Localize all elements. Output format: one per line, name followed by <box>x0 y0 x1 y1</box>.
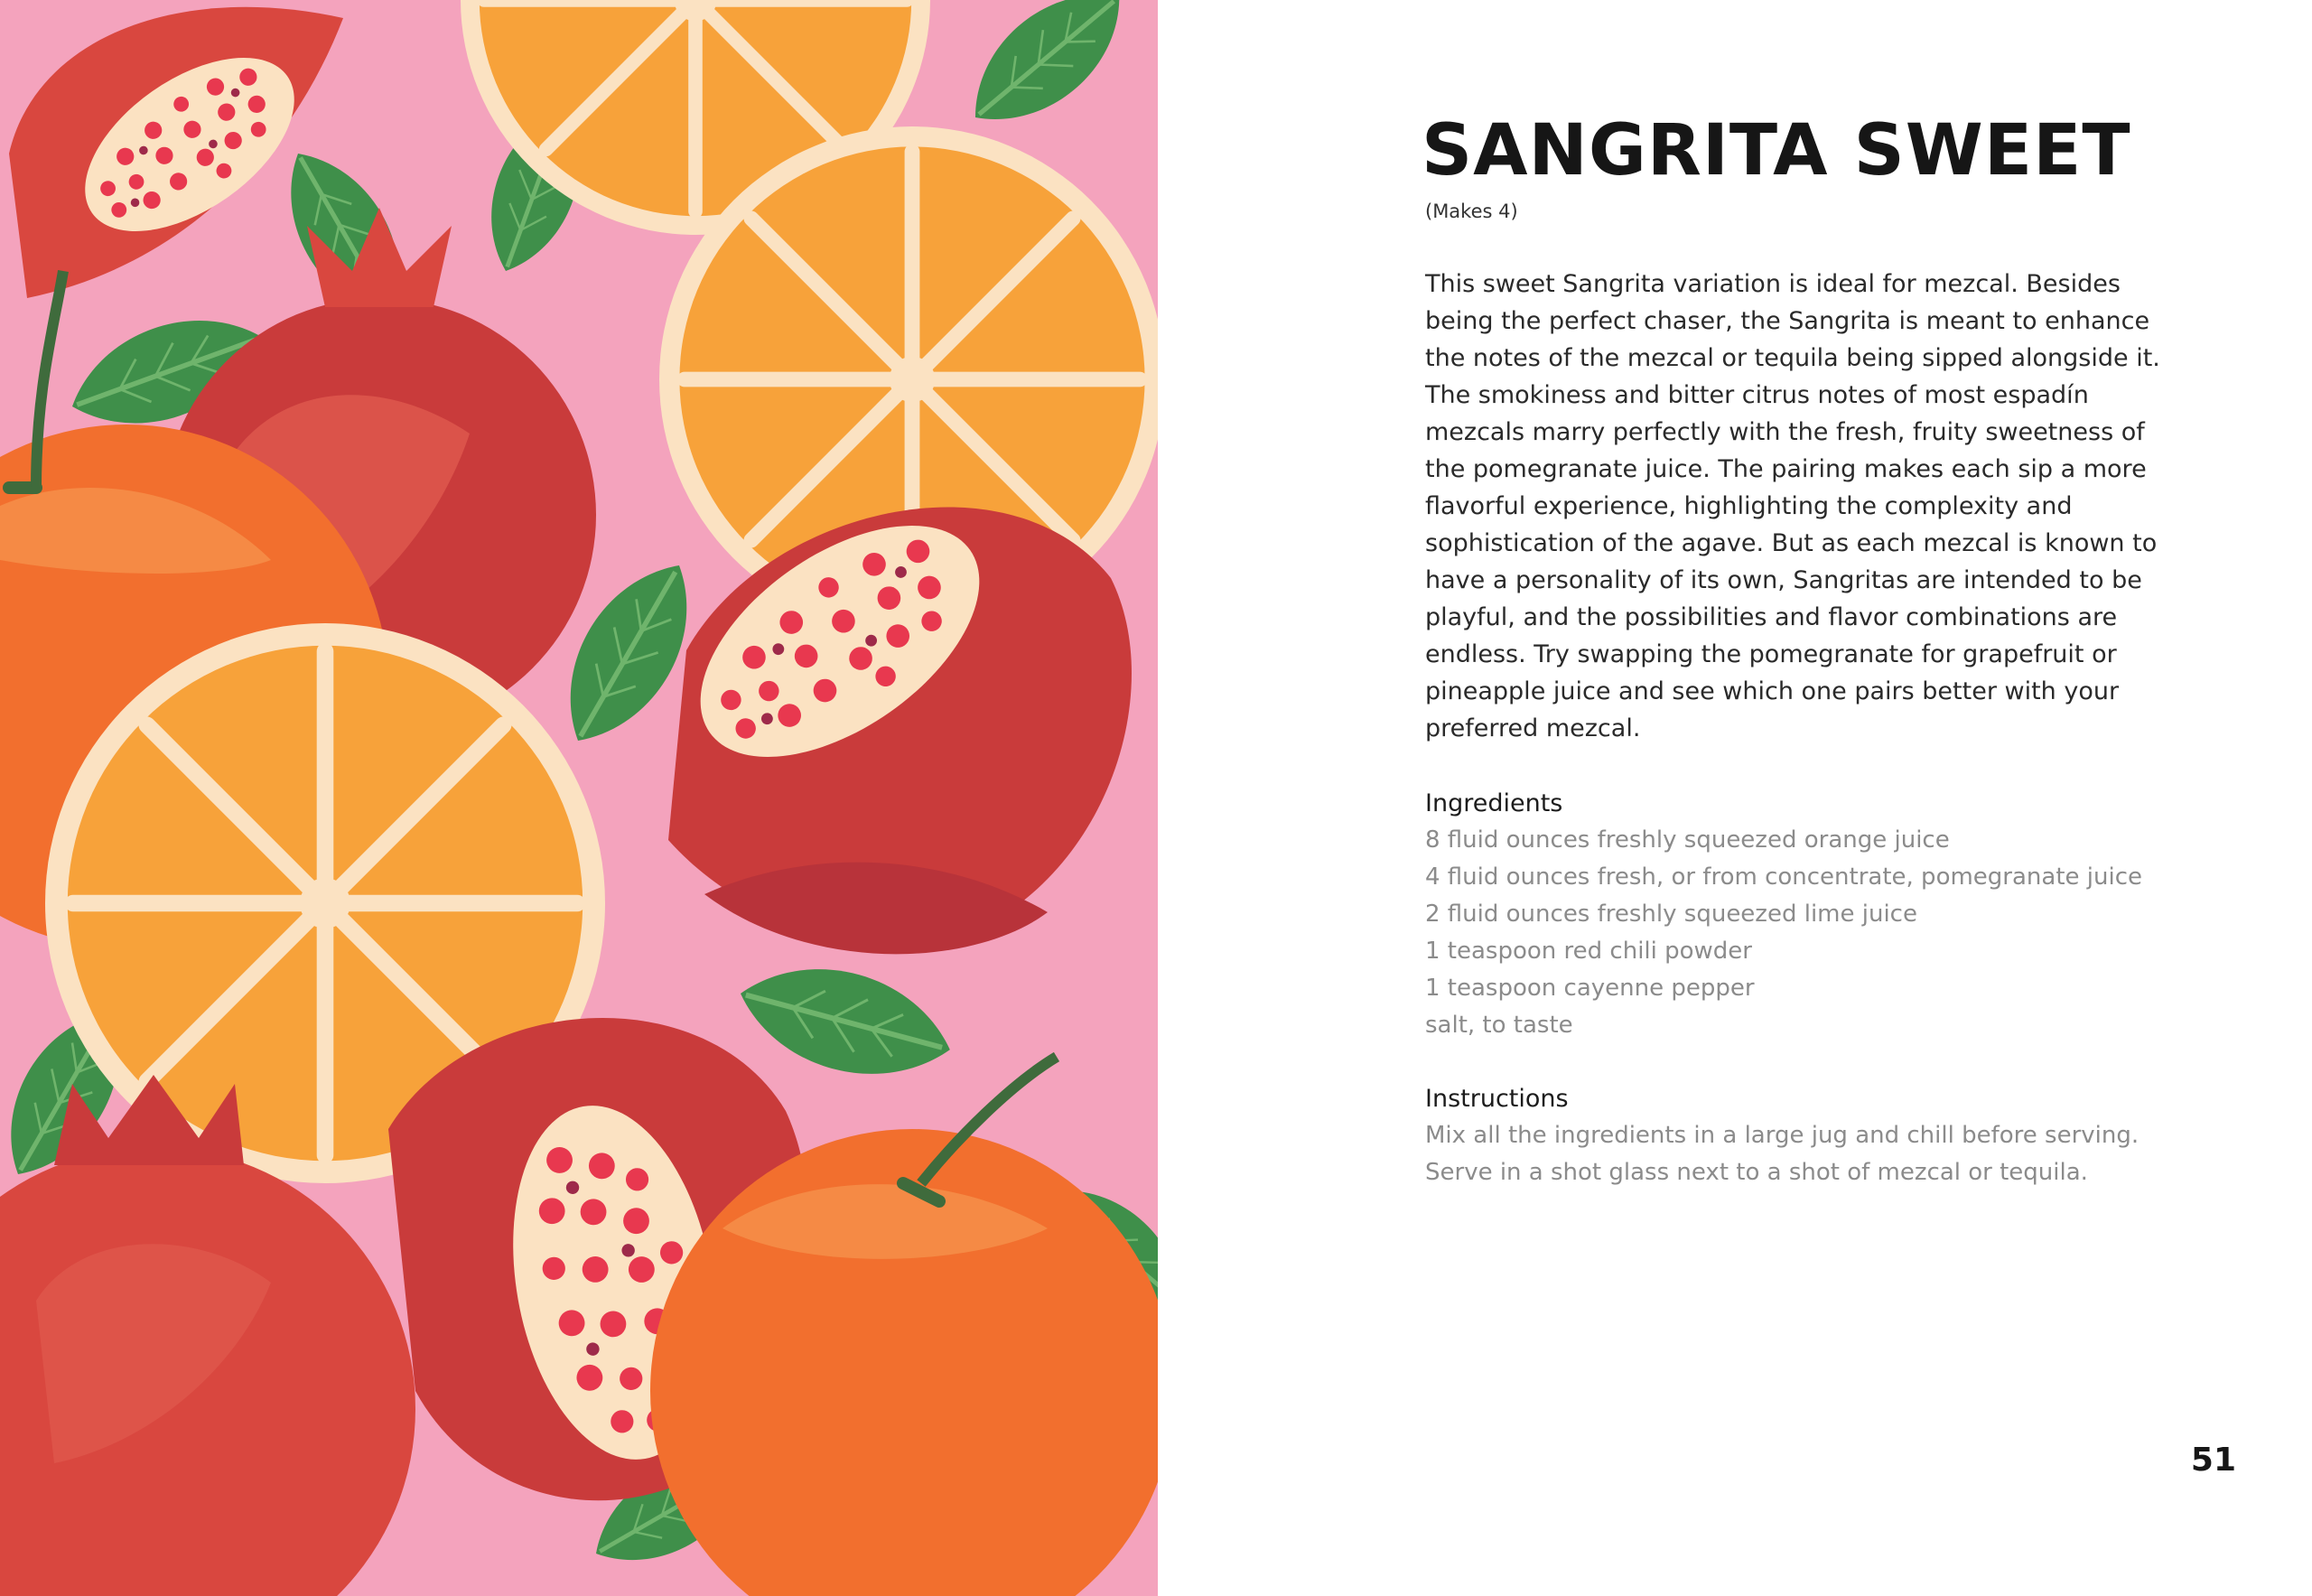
ingredient-item: 1 teaspoon cayenne pepper <box>1425 975 1755 1002</box>
instruction-line: Serve in a shot glass next to a shot of mezcal or tequila. <box>1425 1159 2088 1186</box>
ingredient-item: 1 teaspoon red chili powder <box>1425 938 1752 965</box>
instructions-heading: Instructions <box>1425 1085 1569 1113</box>
ingredient-item: 4 fluid ounces fresh, or from concentrate, pomegranate juice <box>1425 863 2143 891</box>
instructions-text <box>1425 1117 2184 1191</box>
ingredient-item: salt, to taste <box>1425 1012 1573 1039</box>
page-number: 51 <box>2190 1442 2236 1479</box>
recipe-page <box>1158 0 2312 1596</box>
ingredients-heading: Ingredients <box>1425 789 1563 817</box>
recipe-yield: (Makes 4) <box>1425 201 1518 222</box>
ingredients-list <box>1425 822 2238 1044</box>
ingredient-item: 2 fluid ounces freshly squeezed lime juice <box>1425 901 1917 928</box>
instruction-line: Mix all the ingredients in a large jug and chill before serving. <box>1425 1122 2140 1149</box>
recipe-title: SANGRITA SWEET <box>1422 110 2131 191</box>
recipe-intro: This sweet Sangrita variation is ideal for mezcal. Besides being the perfect chaser, the Sangrita is meant to enhance the notes of the mezcal or tequila being sipped alongside it. The smokiness and bitter citrus notes of most espadín mezcals marry perfectly with the fresh, fruity sweetness of the pomegranate juice. The pairing makes each sip a more flavorful experience, highlighting the complexity and sophistication of the agave. But as each mezcal is known to have a personality of its own, Sangritas are intended to be playful, and the possibilities and flavor combinations are endless. Try swapping the pomegranate for grapefruit or pineapple juice and see which one pairs better with your preferred mezcal. <box>1425 270 2160 742</box>
ingredient-item: 8 fluid ounces freshly squeezed orange juice <box>1425 826 1950 854</box>
